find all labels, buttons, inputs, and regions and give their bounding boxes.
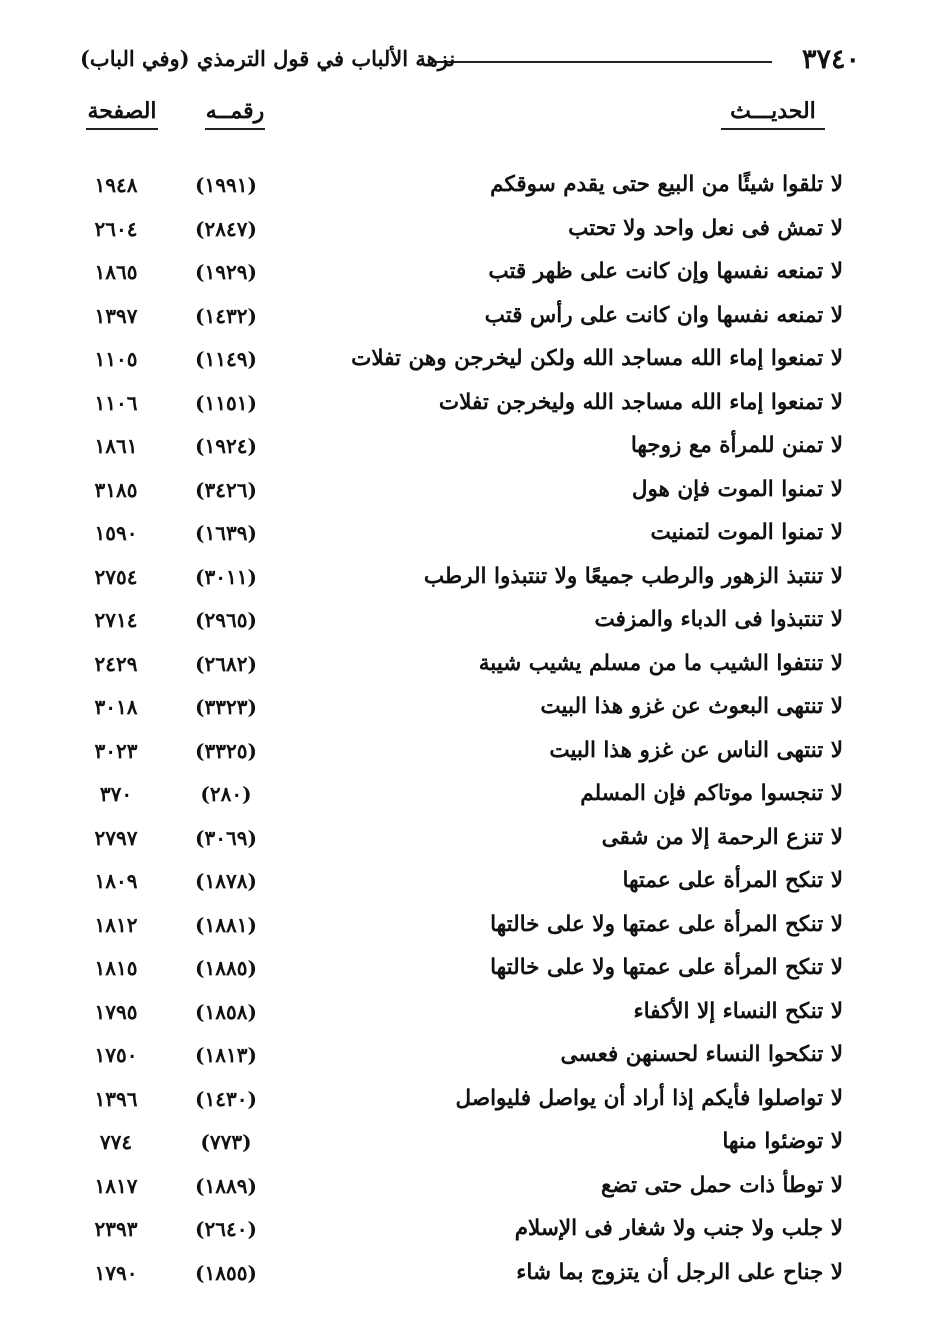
index-row bbox=[0, 821, 947, 865]
hadith-number: (٣٠٦٩) bbox=[195, 825, 257, 850]
page-reference: ١٧٩٠ bbox=[94, 1260, 138, 1285]
hadith-index-list bbox=[0, 168, 947, 1299]
index-row bbox=[0, 647, 947, 691]
page-reference: ٧٧٤ bbox=[99, 1130, 133, 1154]
index-row bbox=[0, 1082, 947, 1126]
index-row bbox=[0, 516, 947, 560]
index-row bbox=[0, 255, 947, 299]
hadith-text: لا تمنن للمرأة مع زوجها bbox=[630, 433, 843, 458]
index-row bbox=[0, 473, 947, 517]
hadith-text: لا تنجسوا موتاكم فإن المسلم bbox=[580, 781, 843, 806]
index-row bbox=[0, 342, 947, 386]
page-reference: ٣٠٢٣ bbox=[94, 738, 138, 763]
hadith-number: (٢٦٤٠) bbox=[195, 1217, 257, 1241]
page-reference: ١٥٩٠ bbox=[94, 521, 138, 545]
page-reference: ٣٠١٨ bbox=[94, 695, 138, 719]
hadith-number: (٣٣٢٥) bbox=[195, 738, 257, 763]
hadith-number: (١٦٣٩) bbox=[195, 521, 257, 545]
page-header bbox=[80, 44, 860, 80]
index-row bbox=[0, 1169, 947, 1213]
hadith-text: لا تنتبذوا فى الدباء والمزفت bbox=[594, 607, 843, 632]
hadith-number: (٣٣٢٣) bbox=[195, 695, 257, 719]
index-row bbox=[0, 603, 947, 647]
index-row bbox=[0, 951, 947, 995]
index-row bbox=[0, 429, 947, 473]
hadith-number: (١٤٣٢) bbox=[195, 303, 257, 328]
running-title: نزهة الألباب في قول الترمذي (وفي الباب) bbox=[80, 46, 456, 71]
index-row bbox=[0, 908, 947, 952]
hadith-number: (٣٠١١) bbox=[195, 564, 257, 589]
column-header-page: الصفحة bbox=[86, 98, 158, 130]
page-reference: ٢٧١٤ bbox=[94, 608, 138, 632]
page-reference: ٢٦٠٤ bbox=[94, 216, 138, 241]
hadith-number: (٣٤٢٦) bbox=[195, 477, 257, 502]
hadith-number: (١٤٣٠) bbox=[195, 1086, 257, 1111]
index-row bbox=[0, 1256, 947, 1300]
hadith-number: (٢٩٦٥) bbox=[195, 608, 257, 632]
index-row bbox=[0, 560, 947, 604]
hadith-number: (٢٦٨٢) bbox=[195, 651, 257, 676]
page-reference: ٢٤٢٩ bbox=[94, 651, 138, 676]
index-row bbox=[0, 1038, 947, 1082]
hadith-text: لا تنتفوا الشيب ما من مسلم يشيب شيبة bbox=[478, 650, 843, 676]
page-reference: ٢٧٩٧ bbox=[94, 825, 138, 850]
hadith-text: لا تمنعه نفسها وان كانت على رأس قتب bbox=[484, 302, 843, 328]
hadith-number: (١١٤٩) bbox=[195, 347, 257, 371]
page-reference: ٢٣٩٣ bbox=[94, 1217, 138, 1241]
page-reference: ١٣٩٧ bbox=[94, 303, 138, 328]
hadith-text: لا تلقوا شيئًا من البيع حتى يقدم سوقكم bbox=[490, 172, 843, 197]
page-reference: ١٨٠٩ bbox=[94, 869, 138, 893]
hadith-text: لا تمنعوا إماء الله مساجد الله ولكن ليخرجن وهن تفلات bbox=[351, 346, 843, 371]
page-reference: ١٨٦١ bbox=[94, 434, 138, 458]
page-reference: ٣١٨٥ bbox=[94, 477, 138, 502]
hadith-text: لا تنزع الرحمة إلا من شقى bbox=[601, 824, 843, 850]
page-reference: ١٩٤٨ bbox=[94, 173, 138, 197]
hadith-text: لا تنكح المرأة على عمتها ولا على خالتها bbox=[490, 955, 843, 980]
page-reference: ١٨١٢ bbox=[94, 912, 138, 937]
hadith-text: لا تمش فى نعل واحد ولا تحتب bbox=[568, 215, 843, 241]
hadith-text: لا توضئوا منها bbox=[722, 1129, 843, 1154]
page-reference: ١١٠٥ bbox=[94, 347, 138, 371]
index-row bbox=[0, 386, 947, 430]
hadith-text: لا تنتهى البعوث عن غزو هذا البيت bbox=[540, 694, 843, 719]
index-row bbox=[0, 777, 947, 821]
hadith-number: (١٩٢٩) bbox=[195, 260, 257, 284]
hadith-text: لا تمنوا الموت فإن هول bbox=[631, 476, 843, 502]
hadith-text: لا تمنوا الموت لتمنيت bbox=[650, 520, 843, 545]
hadith-number: (٢٨٤٧) bbox=[195, 216, 257, 241]
hadith-number: (١٨٨١) bbox=[195, 912, 257, 937]
index-row bbox=[0, 864, 947, 908]
hadith-number: (١٨٨٩) bbox=[195, 1173, 257, 1198]
page-reference: ١٨١٥ bbox=[94, 956, 138, 980]
hadith-number: (١١٥١) bbox=[195, 390, 257, 415]
column-header-hadith: الحديـــث bbox=[721, 98, 825, 130]
hadith-number: (١٨٧٨) bbox=[195, 869, 257, 893]
hadith-text: لا تنكح المرأة على عمتها bbox=[622, 868, 843, 893]
hadith-text: لا تنتهى الناس عن غزو هذا البيت bbox=[549, 737, 843, 763]
hadith-text: لا تنتبذ الزهور والرطب جميعًا ولا تنتبذوا الرطب bbox=[423, 563, 843, 589]
index-row bbox=[0, 299, 947, 343]
page-reference: ١٨١٧ bbox=[94, 1173, 138, 1198]
page-reference: ١٧٥٠ bbox=[94, 1043, 138, 1067]
index-row bbox=[0, 1212, 947, 1256]
page-reference: ١٨٦٥ bbox=[94, 260, 138, 284]
hadith-text: لا تنكح المرأة على عمتها ولا على خالتها bbox=[490, 911, 843, 937]
page-reference: ١٧٩٥ bbox=[94, 999, 138, 1024]
hadith-text: لا جناح على الرجل أن يتزوج بما شاء bbox=[516, 1259, 843, 1285]
hadith-text: لا تواصلوا فأيكم إذا أراد أن يواصل فليواصل bbox=[455, 1085, 843, 1111]
index-row bbox=[0, 995, 947, 1039]
hadith-number: (١٨٥٨) bbox=[195, 999, 257, 1024]
page-number: ٣٧٤٠ bbox=[801, 44, 860, 75]
index-row bbox=[0, 212, 947, 256]
hadith-number: (١٨١٣) bbox=[195, 1043, 257, 1067]
page-reference: ١١٠٦ bbox=[94, 390, 138, 415]
hadith-number: (٢٨٠) bbox=[200, 782, 252, 806]
index-row bbox=[0, 690, 947, 734]
hadith-text: لا جلب ولا جنب ولا شغار فى الإسلام bbox=[514, 1216, 843, 1241]
hadith-number: (١٨٨٥) bbox=[195, 956, 257, 980]
index-row bbox=[0, 734, 947, 778]
page-reference: ٣٧٠ bbox=[99, 782, 133, 806]
hadith-number: (٧٧٣) bbox=[200, 1130, 252, 1154]
index-row bbox=[0, 1125, 947, 1169]
hadith-text: لا توطأ ذات حمل حتى تضع bbox=[600, 1172, 843, 1198]
hadith-number: (١٩٢٤) bbox=[195, 434, 257, 458]
column-header-number: رقمــه bbox=[205, 98, 265, 130]
hadith-text: لا تنكحوا النساء لحسنهن فعسى bbox=[560, 1042, 843, 1067]
hadith-number: (١٩٩١) bbox=[195, 173, 257, 197]
hadith-text: لا تنكح النساء إلا الأكفاء bbox=[633, 998, 843, 1024]
hadith-number: (١٨٥٥) bbox=[195, 1260, 257, 1285]
index-row bbox=[0, 168, 947, 212]
hadith-text: لا تمنعوا إماء الله مساجد الله وليخرجن تفلات bbox=[438, 389, 843, 415]
header-rule bbox=[436, 61, 772, 63]
hadith-text: لا تمنعه نفسها وإن كانت على ظهر قتب bbox=[488, 259, 843, 284]
page-reference: ١٣٩٦ bbox=[94, 1086, 138, 1111]
page-reference: ٢٧٥٤ bbox=[94, 564, 138, 589]
